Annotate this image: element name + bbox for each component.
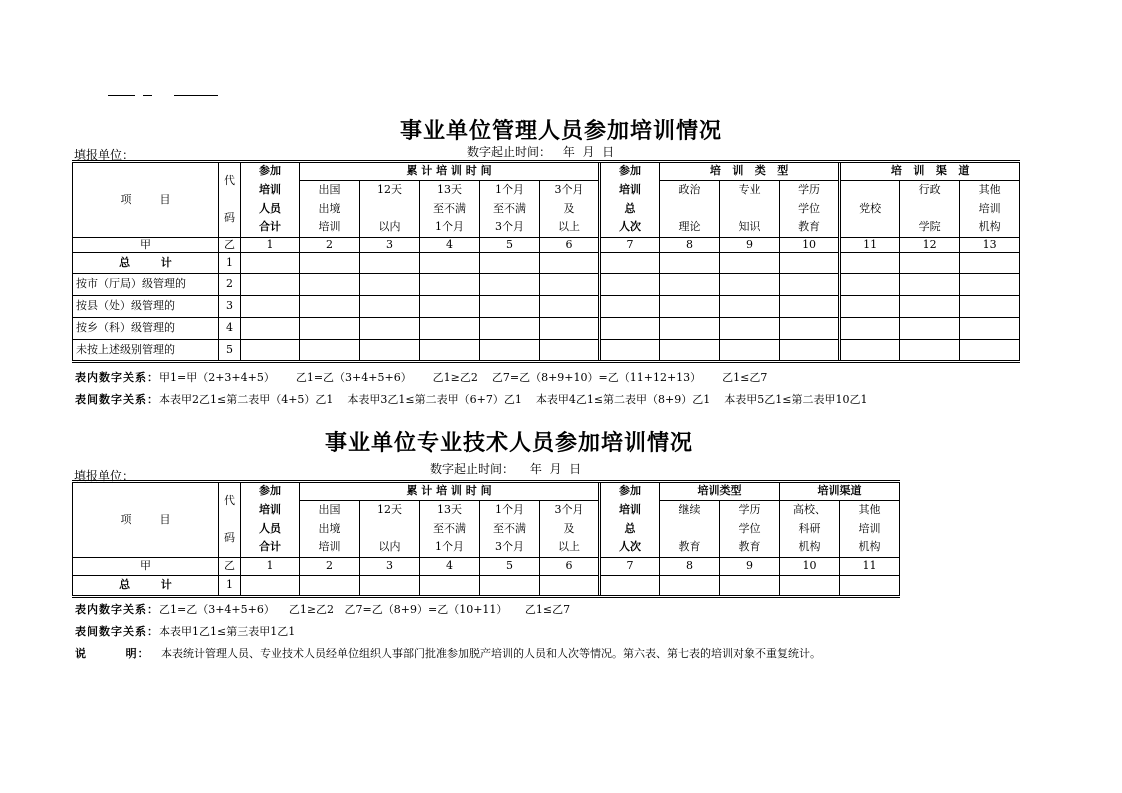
header-c2-0: 出国 [300, 501, 360, 520]
header-c9-2: 教育 [720, 539, 780, 558]
index-cell: 5 [480, 558, 540, 576]
header-code-b: 码 [219, 520, 241, 558]
header-c11-1: 培训 [840, 520, 900, 539]
header-code-a: 代 [219, 162, 241, 200]
header-c4-1: 至不满 [420, 200, 480, 219]
note-label: 说 明： [75, 647, 150, 660]
header-c10-2: 机构 [780, 539, 840, 558]
header-c9-2: 知识 [720, 219, 780, 238]
header-c5-0: 1个月 [480, 181, 540, 200]
header-c2-1: 出境 [300, 520, 360, 539]
header-c6-0: 3个月 [540, 501, 600, 520]
header-c5-2: 3个月 [480, 219, 540, 238]
table-row [73, 274, 1020, 296]
header-code-b: 码 [219, 200, 241, 238]
note-label: 表间数字关系： [75, 393, 159, 406]
header-c4-2: 1个月 [420, 539, 480, 558]
header-c10-1: 学位 [780, 200, 840, 219]
index-cell: 4 [420, 558, 480, 576]
index-cell: 乙 [219, 238, 241, 253]
header-c9-1 [720, 200, 780, 219]
header-c2-0: 出国 [300, 181, 360, 200]
header-c13-2: 机构 [960, 219, 1020, 238]
header-cumulative-time: 累 计 培 训 时 间 [300, 482, 600, 501]
header-c7-2: 总 [600, 200, 660, 219]
header-c1-3: 合计 [241, 539, 300, 558]
header-c7-0: 参加 [600, 162, 660, 181]
table2-date-fields: 年 月 日 [529, 462, 582, 476]
note-text: 本表甲2乙1≤第二表甲（4+5）乙1 本表甲3乙1≤第二表甲（6+7）乙1 本表甲4乙1≤第二表甲（8+9）乙1 本表甲5乙1≤第二表甲10乙1 [159, 393, 868, 406]
index-row [73, 558, 900, 576]
index-cell: 8 [660, 238, 720, 253]
note-label: 表间数字关系： [75, 625, 159, 638]
header-c7-1: 培训 [600, 501, 660, 520]
header-c4-2: 1个月 [420, 219, 480, 238]
header-c4-0: 13天 [420, 181, 480, 200]
header-c6-1: 及 [540, 200, 600, 219]
index-cell: 甲 [73, 238, 219, 253]
header-c7-1: 培训 [600, 181, 660, 200]
index-cell: 2 [300, 238, 360, 253]
index-cell: 11 [840, 238, 900, 253]
note-label: 表内数字关系： [75, 603, 159, 616]
header-c2-1: 出境 [300, 200, 360, 219]
header-c5-1: 至不满 [480, 200, 540, 219]
index-cell: 9 [720, 558, 780, 576]
header-c9-0: 学历 [720, 501, 780, 520]
table1-date-fields: 年 月 日 [562, 145, 615, 159]
index-cell: 10 [780, 558, 840, 576]
top-rule-2 [143, 95, 152, 96]
header-c11-2: 机构 [840, 539, 900, 558]
table2 [72, 480, 900, 598]
table-row [73, 576, 900, 597]
index-cell: 7 [600, 558, 660, 576]
header-c10-0: 学历 [780, 181, 840, 200]
table1-note-cross [75, 391, 867, 407]
header-c5-1: 至不满 [480, 520, 540, 539]
note-text: 本表统计管理人员、专业技术人员经单位组织人事部门批准参加脱产培训的人员和人次等情况。第六表、第七表的培训对象不重复统计。 [161, 647, 821, 660]
row-code: 1 [219, 253, 241, 274]
table2-note-internal [75, 601, 570, 617]
index-cell: 12 [900, 238, 960, 253]
header-c10-2: 教育 [780, 219, 840, 238]
table2-date-label [430, 460, 581, 477]
index-cell: 1 [241, 558, 300, 576]
header-c12-1 [900, 200, 960, 219]
row-code: 3 [219, 296, 241, 318]
header-c6-0: 3个月 [540, 181, 600, 200]
row-label: 按乡（科）级管理的 [73, 318, 219, 340]
note-text: 本表甲1乙1≤第三表甲1乙1 [159, 625, 296, 638]
header-c12-2: 学院 [900, 219, 960, 238]
table1-date-label-text: 数字起止时间： [467, 145, 552, 159]
header-c3-1 [360, 200, 420, 219]
table2-note-explanation [75, 645, 821, 661]
header-c9-1: 学位 [720, 520, 780, 539]
header-c3-2: 以内 [360, 219, 420, 238]
table1-date-label [467, 143, 614, 160]
note-text: 乙1=乙（3+4+5+6） 乙1≥乙2 乙7=乙（8+9）=乙（10+11） 乙1≤乙7 [159, 603, 571, 616]
table-row [73, 296, 1020, 318]
header-training-type: 培 训 类 型 [660, 162, 840, 181]
header-c6-2: 以上 [540, 219, 600, 238]
table1-title: 事业单位管理人员参加培训情况 [399, 119, 722, 144]
header-c3-0: 12天 [360, 501, 420, 520]
table2-note-cross [75, 623, 295, 639]
header-c2-2: 培训 [300, 539, 360, 558]
row-code: 2 [219, 274, 241, 296]
header-c7-3: 人次 [600, 219, 660, 238]
header-c4-0: 13天 [420, 501, 480, 520]
header-c8-1 [660, 200, 720, 219]
index-cell: 4 [420, 238, 480, 253]
table-row [73, 253, 1020, 274]
header-c11-2 [840, 219, 900, 238]
index-cell: 10 [780, 238, 840, 253]
top-rule-1 [108, 95, 135, 96]
index-cell: 3 [360, 238, 420, 253]
index-cell: 3 [360, 558, 420, 576]
header-c1-0: 参加 [241, 162, 300, 181]
header-c5-0: 1个月 [480, 501, 540, 520]
index-cell: 6 [540, 238, 600, 253]
header-c8-0: 继续 [660, 501, 720, 520]
header-c1-2: 人员 [241, 520, 300, 539]
header-training-channel: 培 训 渠 道 [840, 162, 1020, 181]
row-code: 5 [219, 340, 241, 362]
index-cell: 5 [480, 238, 540, 253]
header-c6-2: 以上 [540, 539, 600, 558]
index-cell: 11 [840, 558, 900, 576]
header-c8-2: 教育 [660, 539, 720, 558]
header-c1-1: 培训 [241, 181, 300, 200]
index-cell: 8 [660, 558, 720, 576]
header-c9-0: 专业 [720, 181, 780, 200]
index-cell: 9 [720, 238, 780, 253]
header-c10-0: 高校、 [780, 501, 840, 520]
index-cell: 1 [241, 238, 300, 253]
header-c13-1: 培训 [960, 200, 1020, 219]
header-c7-0: 参加 [600, 482, 660, 501]
header-c7-2: 总 [600, 520, 660, 539]
header-c1-2: 人员 [241, 200, 300, 219]
header-item: 项 目 [73, 482, 219, 558]
header-c2-2: 培训 [300, 219, 360, 238]
header-c1-3: 合计 [241, 219, 300, 238]
header-c3-0: 12天 [360, 181, 420, 200]
header-item: 项 目 [73, 162, 219, 238]
header-training-channel: 培训渠道 [780, 482, 900, 501]
row-label: 未按上述级别管理的 [73, 340, 219, 362]
note-label: 表内数字关系： [75, 371, 159, 384]
header-c8-0: 政治 [660, 181, 720, 200]
note-text: 甲1=甲（2+3+4+5） 乙1=乙（3+4+5+6） 乙1≥乙2 乙7=乙（8+9+10）=乙（11+12+13） 乙1≤乙7 [159, 371, 768, 384]
top-rule-3 [174, 95, 218, 96]
header-c12-0: 行政 [900, 181, 960, 200]
table1 [72, 160, 1020, 363]
header-c1-1: 培训 [241, 501, 300, 520]
header-c6-1: 及 [540, 520, 600, 539]
header-c11-1: 党校 [840, 200, 900, 219]
table-row [73, 340, 1020, 362]
header-c5-2: 3个月 [480, 539, 540, 558]
index-cell: 6 [540, 558, 600, 576]
index-cell: 2 [300, 558, 360, 576]
row-label-total: 总 计 [73, 576, 219, 597]
table1-unit-label: 填报单位： [74, 148, 135, 162]
header-c11-0: 其他 [840, 501, 900, 520]
index-cell: 乙 [219, 558, 241, 576]
row-label: 按县（处）级管理的 [73, 296, 219, 318]
header-c11-0 [840, 181, 900, 200]
header-c1-0: 参加 [241, 482, 300, 501]
row-code: 1 [219, 576, 241, 597]
index-row [73, 238, 1020, 253]
table1-note-internal [75, 369, 767, 385]
header-c3-2: 以内 [360, 539, 420, 558]
row-label-total: 总 计 [73, 253, 219, 274]
header-c8-1 [660, 520, 720, 539]
header-c4-1: 至不满 [420, 520, 480, 539]
table-row [73, 318, 1020, 340]
index-cell: 13 [960, 238, 1020, 253]
table2-title: 事业单位专业技术人员参加培训情况 [324, 431, 693, 456]
table2-date-label-text: 数字起止时间： [430, 462, 515, 476]
header-c7-3: 人次 [600, 539, 660, 558]
index-cell: 甲 [73, 558, 219, 576]
row-label: 按市（厅局）级管理的 [73, 274, 219, 296]
header-cumulative-time: 累 计 培 训 时 间 [300, 162, 600, 181]
header-c8-2: 理论 [660, 219, 720, 238]
index-cell: 7 [600, 238, 660, 253]
header-c3-1 [360, 520, 420, 539]
header-training-type: 培训类型 [660, 482, 780, 501]
header-code-a: 代 [219, 482, 241, 520]
row-code: 4 [219, 318, 241, 340]
header-c10-1: 科研 [780, 520, 840, 539]
table2-unit-label: 填报单位： [74, 469, 135, 483]
header-c13-0: 其他 [960, 181, 1020, 200]
